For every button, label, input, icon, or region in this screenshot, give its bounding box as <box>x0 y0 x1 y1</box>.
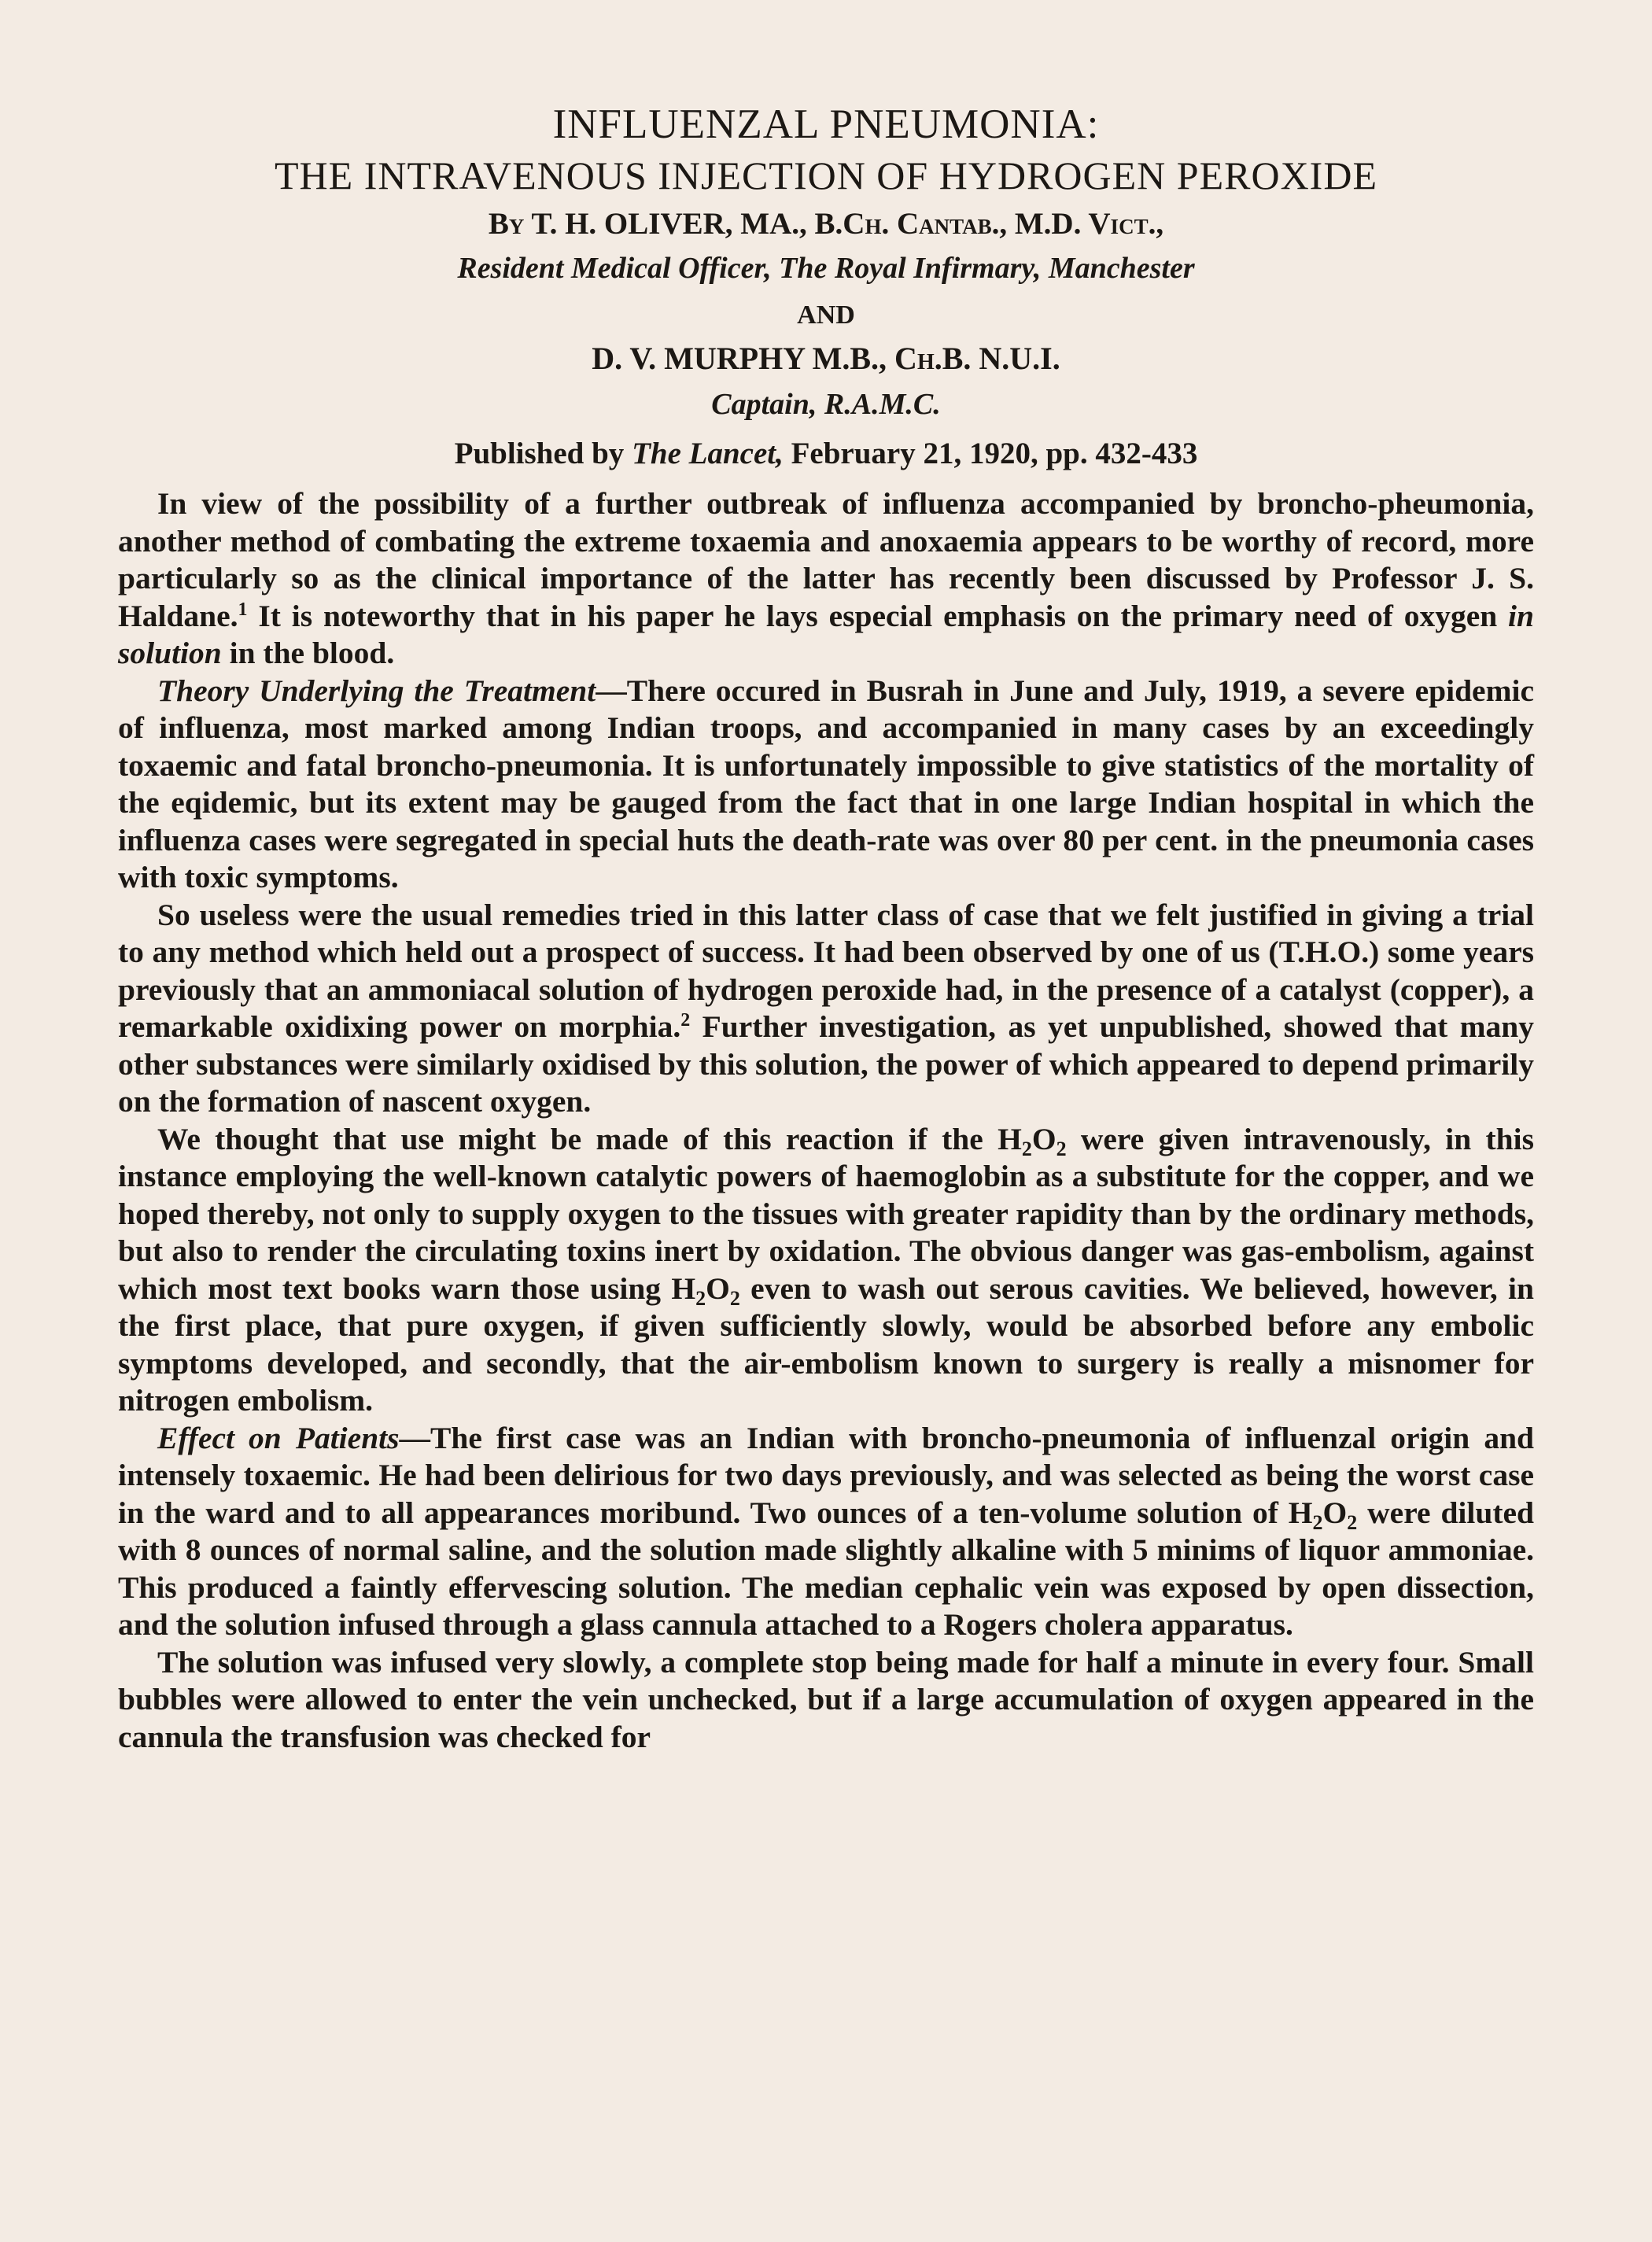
publication-line <box>118 430 1534 478</box>
paragraph-text: —There occured in Busrah in June and July, 1919, a severe epidemic of influenza, most marked among Indian troops, and accompanied in many cases by an exceedingly toxaemic and fatal broncho-pneumonia. It is unfortunately impossible to give statistics of the mortality of the eqidemic, but its extent may be gauged from the fact that in one large Indian hospital in which the influenza cases were segregated in special huts the death-rate was over 80 per cent. in the pneumonia cases with toxic symptoms. <box>118 673 1534 894</box>
author-conjunction: AND <box>797 301 855 330</box>
footnote-ref-2: 2 <box>680 1010 691 1031</box>
article-header <box>118 98 1534 478</box>
emphasis-in-solution: in solution <box>118 598 1534 670</box>
paragraph-theory <box>118 673 1534 897</box>
paragraph-text: were diluted with 8 ounces of normal saline, and the solution made slightly alkaline with 5 minims of liquor ammoniae. This produced a faintly effervescing solution. The median cephalic vein was exposed by open dissection, and the solution infused through a glass cannula attached to a Rogers cholera apparatus. <box>118 1495 1534 1642</box>
author1-name: T. H. OLIVER <box>531 207 725 241</box>
chemical-formula-h2o2: $H_2O_2$ <box>1288 1495 1358 1534</box>
article-title-line2: THE INTRAVENOUS INJECTION OF HYDROGEN PEROXIDE <box>275 153 1377 197</box>
footnote-ref-1: 1 <box>238 599 248 620</box>
paragraph-text: We thought that use might be made of this reaction if the <box>157 1121 998 1156</box>
author2-name: D. V. MURPHY <box>592 341 805 376</box>
paragraph-infusion <box>118 1644 1534 1757</box>
paragraph-text: The solution was infused very slowly, a complete stop being made for half a minute in every four. Small bubbles were allowed to enter the vein unchecked, but if a large accumulation of oxygen appeared in the cannula the transfusion was checked for <box>118 1644 1534 1754</box>
article-title-line1: INFLUENZAL PNEUMONIA: <box>552 101 1100 147</box>
paragraph-text: —The first case was an Indian with broncho-pneumonia of influenzal origin and intensely toxaemic. He had been delirious for two days previously, and was selected as being the worst case in the ward and to all appearances moribund. Two ounces of a ten-volume solution of <box>118 1420 1534 1530</box>
paragraph-text: In view of the possibility of a further outbreak of influenza accompanied by broncho-pheumonia, another method of combating the extreme toxaemia and anoxaemia appears to be worthy of record, more particularly so as the clinical importance of the latter has recently been discussed by Professor J. S. Haldane. <box>118 486 1534 633</box>
paragraph-effect <box>118 1420 1534 1644</box>
author2-rank: Captain, R.A.M.C. <box>711 388 941 421</box>
paragraph-text: So useless were the usual remedies tried in this latter class of case that we felt justified in giving a trial to any method which held out a prospect of success. It had been observed by one of us (T.H.O.) some years previously that an ammoniacal solution of hydrogen peroxide had, in the presence of a catalyst (copper), a remarkable oxidixing power on morphia. <box>118 897 1534 1044</box>
paragraph-text: Further investigation, as yet unpublished, showed that many other substances were similarly oxidised by this solution, the power of which appeared to depend primarily on the formation of nascent oxygen. <box>118 1009 1535 1119</box>
author1-degrees: MA., B.Ch. Cantab., M.D. Vict., <box>740 207 1164 241</box>
author2-byline <box>118 336 1534 382</box>
published-date-pages: February 21, 1920, pp. 432-433 <box>791 437 1198 470</box>
paragraph-text: in the blood. <box>221 636 395 670</box>
paragraph-text: It is noteworthy that in his paper he lays especial emphasis on the primary need of oxygen <box>247 598 1509 633</box>
author2-degrees: M.B., Ch.B. N.U.I. <box>812 341 1060 376</box>
paragraph-text: were given intravenously, in this instance employing the well-known catalytic powers of haemoglobin as a substitute for the copper, and we hoped thereby, not only to supply oxygen to the tissues with greater rapidity than by the ordinary methods, but also to render the circulating toxins inert by oxidation. The obvious danger was gas-embolism, against which most text books warn those using <box>118 1121 1534 1306</box>
author1-byline: By T. H. OLIVER, MA., B.Ch. Cantab., M.D. Vict., <box>488 207 1164 241</box>
paragraph-remedies <box>118 897 1534 1121</box>
paragraph-text: even to wash out serous cavities. We believed, however, in the first place, that pure oxygen, if given sufficiently slowly, would be absorbed before any embolic symptoms developed, and secondly, that the air-embolism known to surgery is really a misnomer for nitrogen embolism. <box>118 1270 1534 1418</box>
section-heading-theory: Theory Underlying the Treatment <box>157 673 596 708</box>
journal-name: The Lancet, <box>632 437 784 470</box>
author1-affiliation: Resident Medical Officer, The Royal Infirmary, Manchester <box>457 252 1195 285</box>
chemical-formula-h2o2: $H_2O_2$ <box>997 1121 1067 1160</box>
paragraph-intro <box>118 485 1534 673</box>
section-heading-effect: Effect on Patients <box>157 1420 400 1455</box>
published-prefix: Published by <box>454 437 625 470</box>
paragraph-reaction <box>118 1121 1534 1420</box>
article-body <box>118 485 1534 1756</box>
chemical-formula-h2o2: $H_2O_2$ <box>671 1270 740 1310</box>
byline-prefix: By <box>488 207 525 241</box>
